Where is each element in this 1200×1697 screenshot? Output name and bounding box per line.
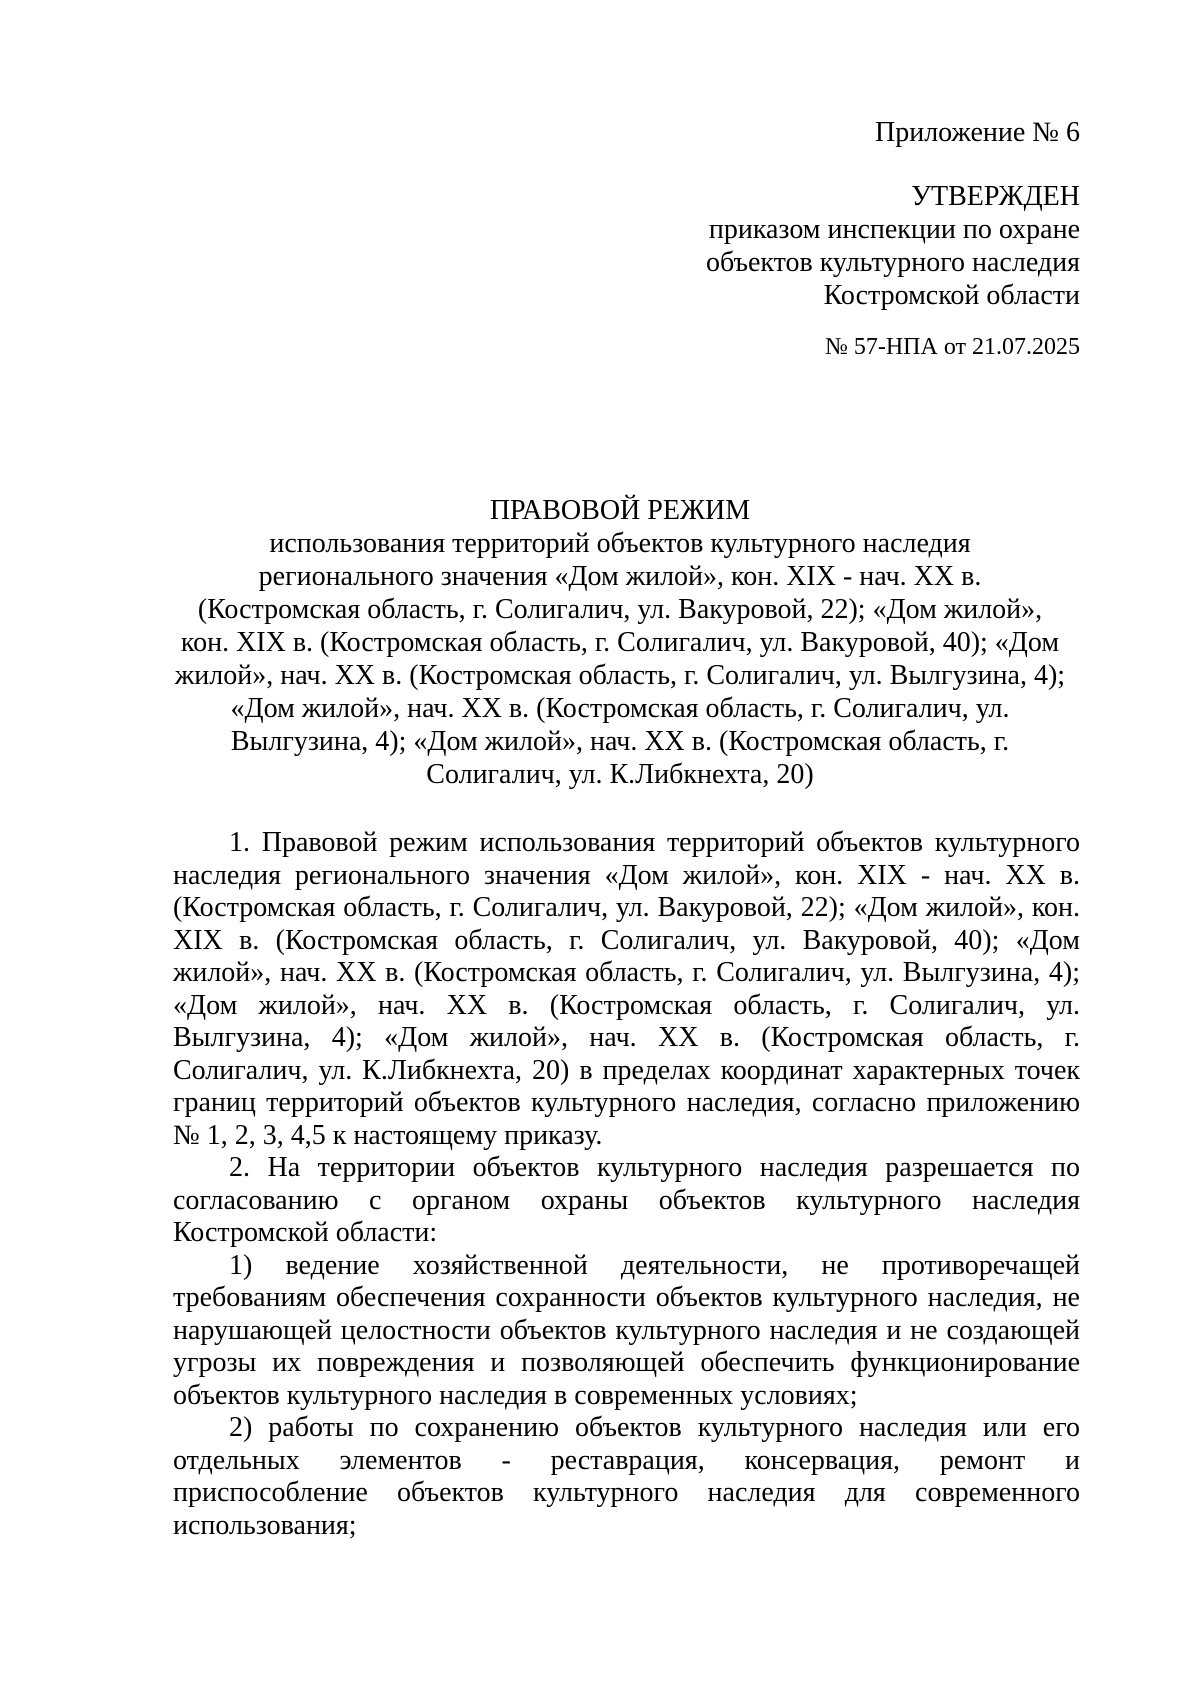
order-number: № 57-НПА от 21.07.2025 (824, 334, 1080, 360)
approved-label: УТВЕРЖДЕН (911, 181, 1080, 212)
document-body (173, 827, 1080, 1542)
subtitle-line: «Дом жилой», нач. XX в. (Костромская область, г. Солигалич, ул. (230, 693, 1010, 724)
document-subtitle (160, 527, 1080, 791)
subtitle-line: использования территорий объектов культурного наследия (269, 528, 971, 559)
subtitle-line: Солигалич, ул. К.Либкнехта, 20) (426, 759, 814, 790)
subtitle-line: жилой», нач. XX в. (Костромская область, г. Солигалич, ул. Вылгузина, 4); (174, 660, 1066, 691)
paragraph-2: 2. На территории объектов культурного наследия разрешается по согласованию с органом охраны объектов культурного наследия Костромской области: (173, 1152, 1080, 1248)
document-title: ПРАВОВОЙ РЕЖИМ (489, 495, 751, 526)
subtitle-line: регионального значения «Дом жилой», кон. XIX - нач. XX в. (258, 561, 982, 592)
order-line: приказом инспекции по охране (708, 214, 1080, 245)
approving-order (706, 213, 1080, 312)
order-line: Костромской области (823, 280, 1080, 311)
subtitle-line: кон. XIX в. (Костромская область, г. Солигалич, ул. Вакуровой, 40); «Дом (180, 627, 1060, 658)
paragraph-1: 1. Правовой режим использования территорий объектов культурного наследия регионального значения «Дом жилой», кон. XIX - нач. XX в. (Костромская область, г. Солигалич, ул. Вакуровой, 22); «Дом жилой», кон. XIX в. (Костромская область, г. Солигалич, ул. Вакуровой, 40); «Дом жилой», нач. XX в. (Костромская область, г. Солигалич, ул. Вылгузина, 4); «Дом жилой», нач. XX в. (Костромская область, г. Солигалич, ул. Вылгузина, 4); «Дом жилой», нач. XX в. (Костромская область, г. Солигалич, ул. К.Либкнехта, 20) в пределах координат характерных точек границ территорий объектов культурного наследия, согласно приложению № 1, 2, 3, 4,5 к настоящему приказу. (173, 827, 1080, 1151)
subtitle-line: Вылгузина, 4); «Дом жилой», нач. XX в. (Костромская область, г. (230, 726, 1010, 757)
paragraph-2-item-2: 2) работы по сохранению объектов культурного наследия или его отдельных элементов - реставрация, консервация, ремонт и приспособление объектов культурного наследия для современного использования; (173, 1412, 1080, 1541)
paragraph-2-item-1: 1) ведение хозяйственной деятельности, не противоречащей требованиям обеспечения сохранности объектов культурного наследия, не нарушающей целостности объектов культурного наследия и не создающей угрозы их повреждения и позволяющей обеспечить функционирование объектов культурного наследия в современных условиях; (173, 1249, 1080, 1411)
subtitle-line: (Костромская область, г. Солигалич, ул. Вакуровой, 22); «Дом жилой», (197, 594, 1043, 625)
order-line: объектов культурного наследия (705, 247, 1080, 278)
annex-label: Приложение № 6 (875, 117, 1080, 148)
